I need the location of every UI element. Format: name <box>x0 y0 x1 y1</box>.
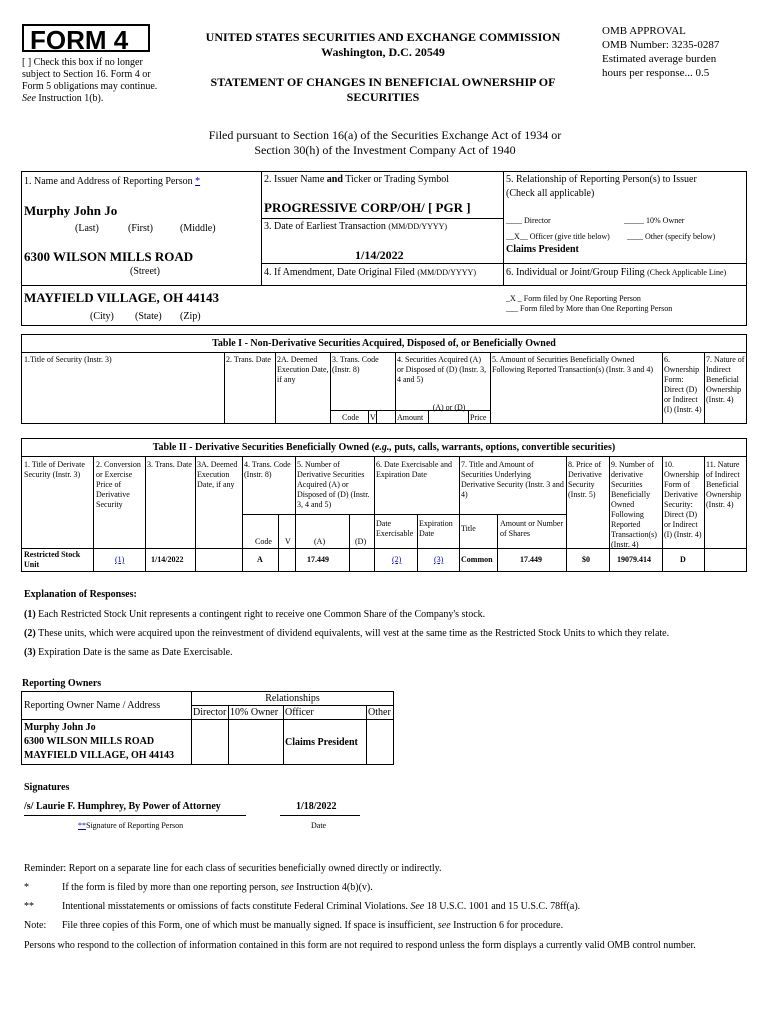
t2-row-security: Restricted Stock Unit <box>24 550 81 569</box>
t2-col7: 7. Title and Amount of Securities Underlying Derivative Security (Instr. 3 and 4) <box>461 460 564 499</box>
filing-more: ___ Form filed by More than One Reporting Person <box>506 304 673 313</box>
owners-heading: Reporting Owners <box>22 678 102 689</box>
t2-row-code: A <box>257 555 263 564</box>
t1-sub-price: Price <box>470 413 487 422</box>
owners-col-name: Reporting Owner Name / Address <box>22 692 192 720</box>
signatures-heading: Signatures <box>24 782 70 793</box>
t1-sub-v: V <box>370 413 376 422</box>
street-label: (Street) <box>130 266 160 277</box>
date-label: Date <box>311 821 327 830</box>
table1-title: Table I - Non-Derivative Securities Acquired, Disposed of, or Beneficially Owned <box>212 338 556 349</box>
signature-label: **Signature of Reporting Person <box>78 821 184 830</box>
street-value: 6300 WILSON MILLS ROAD <box>24 249 194 264</box>
box5-label: 5. Relationship of Reporting Person(s) to Issuer (Check all applicable) <box>506 174 697 199</box>
table2-title: Table II - Derivative Securities Beneficially Owned (e.g., puts, calls, warrants, options, convertible securities) <box>152 442 616 453</box>
t1-col7: 7. Nature of Indirect Beneficial Ownership (Instr. 4) <box>706 355 745 404</box>
footnote-link[interactable]: * <box>195 176 201 187</box>
owners-col-director: Director <box>192 706 229 720</box>
conversion-footnote-link[interactable]: (1) <box>115 555 125 564</box>
signature-footnote-link[interactable]: ** <box>78 821 86 830</box>
owners-col-ten: 10% Owner <box>229 706 284 720</box>
signature-date: 1/18/2022 <box>296 801 337 812</box>
t2-col11: 11. Nature of Indirect Beneficial Ownership (Instr. 4) <box>706 460 742 509</box>
t1-sub-amount: Amount <box>397 413 424 422</box>
t1-col6: 6. Ownership Form: Direct (D) or Indirect (I) (Instr. 4) <box>664 355 702 414</box>
t2-sub-a: (A) <box>314 537 326 546</box>
t1-col2: 2. Trans. Date <box>226 355 271 364</box>
owners-col-officer: Officer <box>284 706 367 720</box>
t2-sub-d: (D) <box>355 537 367 546</box>
middle-label: (Middle) <box>180 223 216 234</box>
box6-label: 6. Individual or Joint/Group Filing (Check Applicable Line) <box>506 267 727 278</box>
t1-col5: 5. Amount of Securities Beneficially Owned Following Reported Transaction(s) (Instr. 3 and 4) <box>492 355 654 374</box>
t2-sub-date-ex: Date Exercisable <box>376 519 414 538</box>
t1-sub-ad: (A) or (D) <box>432 403 466 412</box>
first-label: (First) <box>128 223 153 234</box>
t2-row-a: 17.449 <box>307 555 329 564</box>
note-text: File three copies of this Form, one of which must be manually signed. If space is insufficient, see Instruction 6 for procedure. <box>62 920 564 931</box>
t2-row-title: Common <box>461 555 493 564</box>
explanation-item-3: (3) Expiration Date is the same as Date Exercisable. <box>24 647 233 658</box>
t2-row-amount: 17.449 <box>520 555 542 564</box>
star2-text: Intentional misstatements or omissions of facts constitute Federal Criminal Violations. See 18 U.S.C. 1001 and 15 U.S.C. 78ff(a). <box>62 901 581 912</box>
t2-col10: 10. Ownership Form of Derivative Security: Direct (D) or Indirect (I) (Instr. 4) <box>664 460 702 539</box>
t2-col5: 5. Number of Derivative Securities Acquired (A) or Disposed of (D) (Instr. 3, 4 and 5) <box>297 460 370 509</box>
box4-label: 4. If Amendment, Date Original Filed (MM/DD/YYYY) <box>264 267 476 278</box>
filing-one: _X _ Form filed by One Reporting Person <box>506 294 641 303</box>
other-check: ____ Other (specify below) <box>627 232 716 241</box>
t2-row-price: $0 <box>582 555 590 564</box>
exp-footnote-link[interactable]: (3) <box>434 555 444 564</box>
zip-label: (Zip) <box>180 311 201 322</box>
owners-table <box>21 691 394 765</box>
statement-title: STATEMENT OF CHANGES IN BENEFICIAL OWNERSHIP OF SECURITIES <box>210 75 556 104</box>
t2-row-date: 1/14/2022 <box>151 555 184 564</box>
state-label: (State) <box>135 311 162 322</box>
t1-sub-code: Code <box>342 413 359 422</box>
director-check: ____ Director <box>506 216 551 225</box>
filed-pursuant: Filed pursuant to Section 16(a) of the Securities Exchange Act of 1934 or Section 30(h) of the Investment Company Act of 1940 <box>208 128 562 157</box>
t2-col3a: 3A. Deemed Execution Date, if any <box>197 460 238 489</box>
box1-label: 1. Name and Address of Reporting Person * <box>24 176 201 187</box>
t2-sub-v: V <box>285 537 291 546</box>
ten-pct-check: _____ 10% Owner <box>624 216 685 225</box>
star1-marker: * <box>24 882 29 893</box>
t2-row-owned: 19079.414 <box>617 555 651 564</box>
signer-name: /s/ Laurie F. Humphrey, By Power of Attorney <box>24 801 221 812</box>
explanation-heading: Explanation of Responses: <box>24 589 137 600</box>
t2-col2: 2. Conversion or Exercise Price of Derivative Security <box>96 460 141 509</box>
persons-text: Persons who respond to the collection of information contained in this form are not required to respond unless the form displays a currently valid OMB control number. <box>24 940 696 951</box>
owner-officer-value: Claims President <box>284 720 367 765</box>
t1-col3: 3. Trans. Code (Instr. 8) <box>332 355 379 374</box>
t2-sub-amount: Amount or Number of Shares <box>500 519 564 538</box>
t2-col8: 8. Price of Derivative Security (Instr. 5) <box>568 460 602 499</box>
box3-label: 3. Date of Earliest Transaction (MM/DD/YYYY) <box>264 221 448 232</box>
city-label: (City) <box>90 311 114 322</box>
t2-sub-code: Code <box>255 537 272 546</box>
t2-sub-exp: Expiration Date <box>419 519 453 538</box>
star1-text: If the form is filed by more than one reporting person, see Instruction 4(b)(v). <box>62 882 373 893</box>
t2-sub-title: Title <box>461 524 476 533</box>
reminder-text: Reminder: Report on a separate line for each class of securities beneficially owned directly or indirectly. <box>24 863 442 874</box>
t1-col4: 4. Securities Acquired (A) or Disposed of (D) (Instr. 3, 4 and 5) <box>397 355 487 384</box>
t2-row-form: D <box>680 555 686 564</box>
date-ex-footnote-link[interactable]: (2) <box>392 555 402 564</box>
issuer-value: PROGRESSIVE CORP/OH/ [ PGR ] <box>264 200 471 215</box>
officer-title: Claims President <box>506 244 579 255</box>
form-title: FORM 4 <box>22 24 150 52</box>
t1-col2a: 2A. Deemed Execution Date, if any <box>277 355 329 384</box>
earliest-date-value: 1/14/2022 <box>355 248 404 262</box>
explanation-item-1: (1) Each Restricted Stock Unit represents a contingent right to receive one Common Share of the Company's stock. <box>24 609 486 620</box>
reporting-person-name: Murphy John Jo <box>24 203 118 218</box>
check-box-notice: [ ] Check this box if no longer subject to Section 16. Form 4 or Form 5 obligations may continue. See Instruction 1(b). <box>22 57 158 104</box>
city-value: MAYFIELD VILLAGE, OH 44143 <box>24 290 220 305</box>
owners-col-other: Other <box>367 706 394 720</box>
last-label: (Last) <box>75 223 99 234</box>
t2-col6: 6. Date Exercisable and Expiration Date <box>376 460 452 479</box>
t2-col4: 4. Trans. Code (Instr. 8) <box>244 460 291 479</box>
note-marker: Note: <box>24 920 47 931</box>
omb-approval: OMB APPROVAL OMB Number: 3235-0287 Estimated average burden hours per response... 0.5 <box>602 25 720 79</box>
agency-name: UNITED STATES SECURITIES AND EXCHANGE COMMISSION Washington, D.C. 20549 <box>205 30 561 59</box>
officer-check: __X__ Officer (give title below) <box>506 232 610 241</box>
t1-col1: 1.Title of Security (Instr. 3) <box>24 355 112 364</box>
owner-row: Murphy John Jo 6300 WILSON MILLS ROAD MAYFIELD VILLAGE, OH 44143 <box>22 720 192 765</box>
star2-marker: ** <box>24 901 34 912</box>
box2-label: 2. Issuer Name and Ticker or Trading Symbol <box>264 174 450 185</box>
t2-col1: 1. Title of Derivate Security (Instr. 3) <box>24 460 85 479</box>
t2-col3: 3. Trans. Date <box>147 460 192 469</box>
explanation-item-2: (2) These units, which were acquired upon the reinvestment of dividend equivalents, will vest at the same time as the Restricted Stock Units to which they relate. <box>24 628 670 639</box>
t2-col9: 9. Number of derivative Securities Beneficially Owned Following Reported Transaction(s) (Instr. 4) <box>611 460 657 549</box>
owners-col-rel: Relationships <box>192 692 394 706</box>
